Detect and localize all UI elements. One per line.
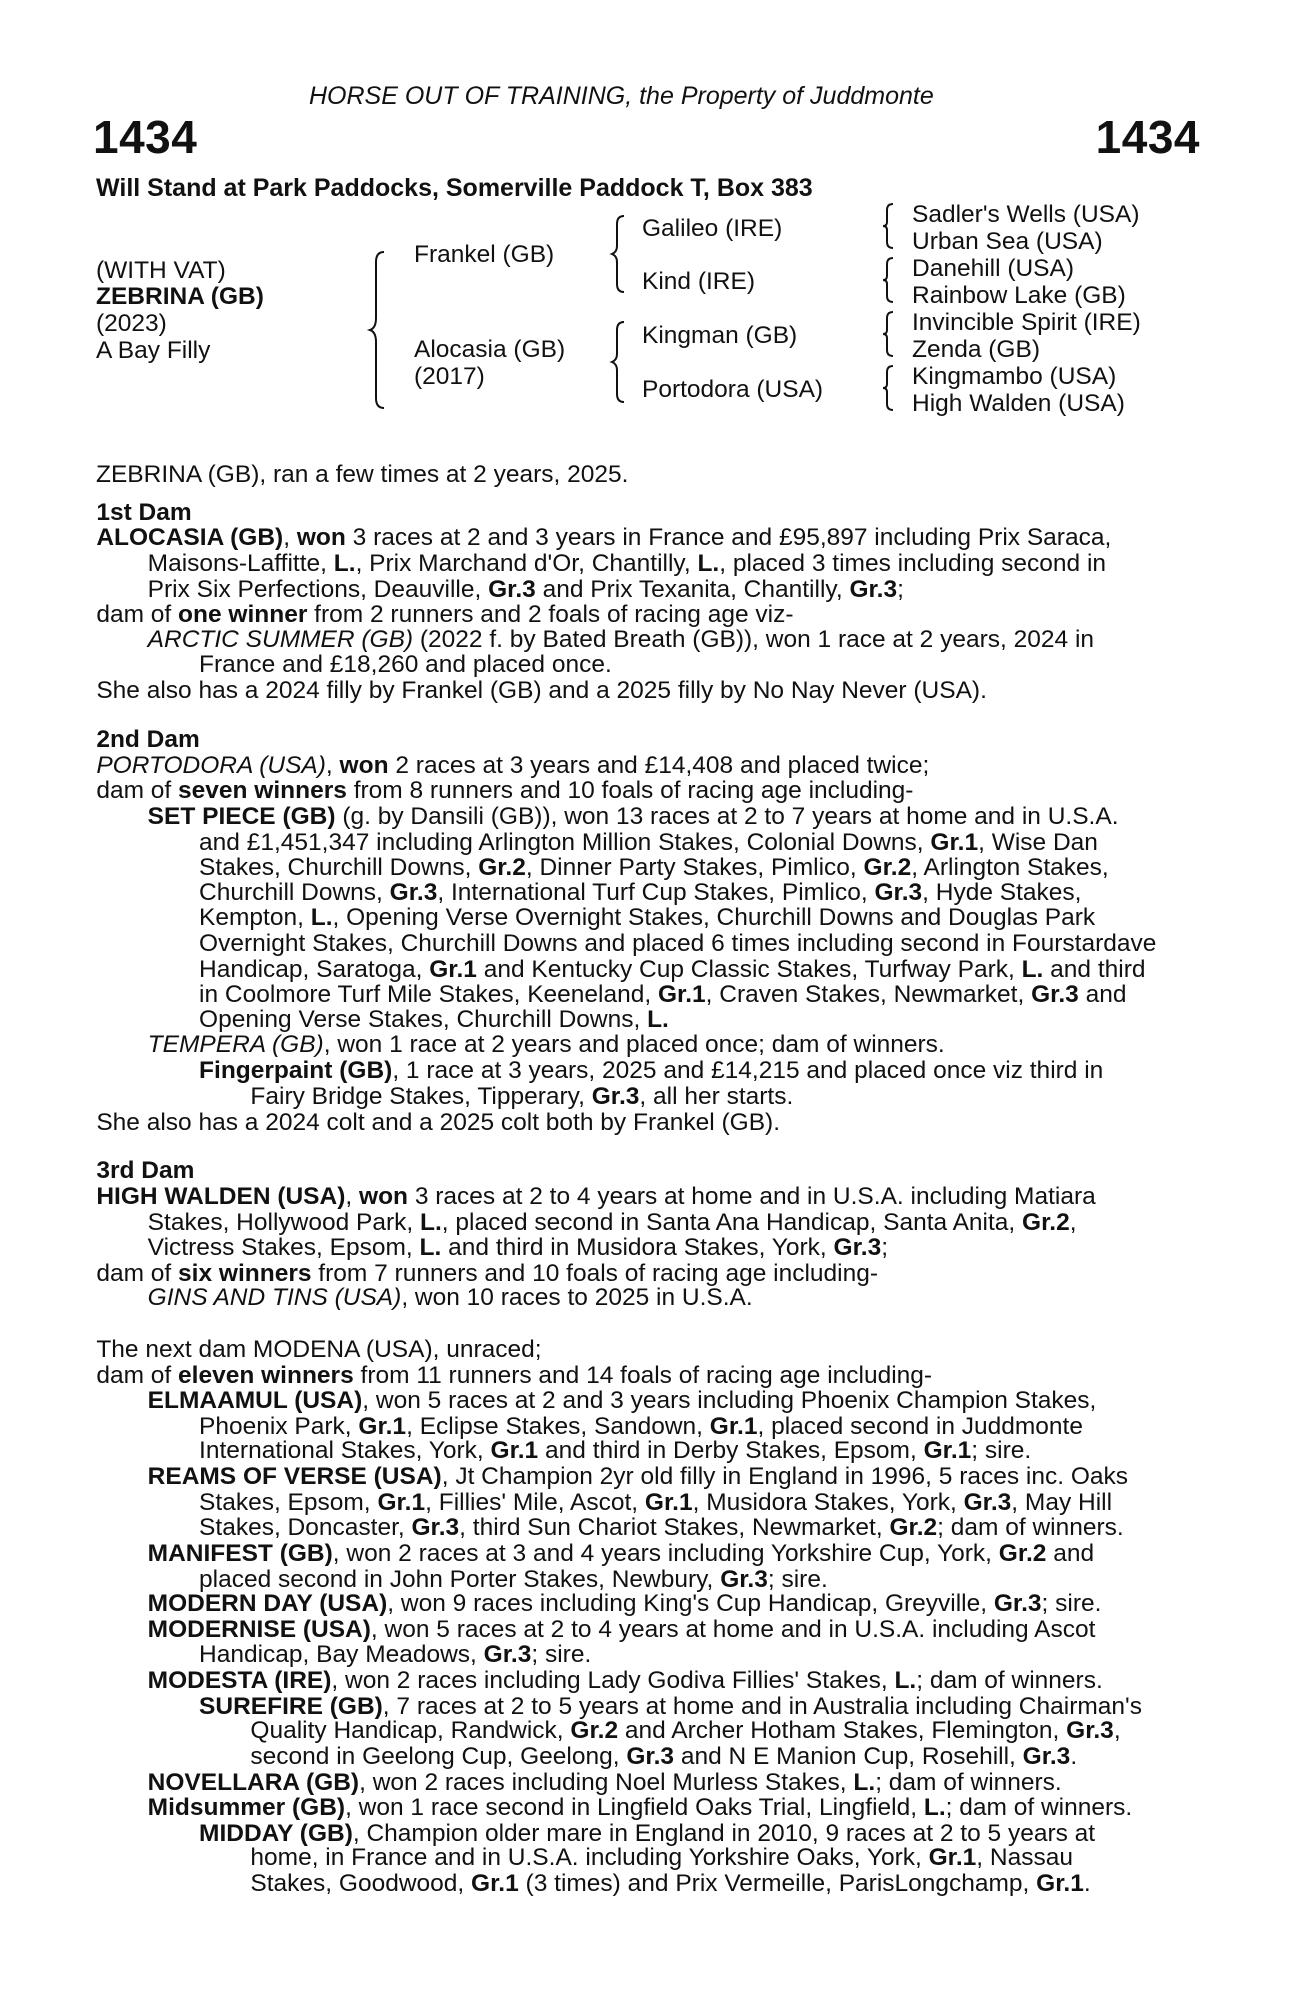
record-text: Gr.3 [411,1514,460,1542]
record-text: and Archer Hotham Stakes, Flemington, [618,1717,1067,1745]
record-line [199,1414,1083,1440]
record-text: MODERN DAY (USA) [147,1590,388,1618]
record-text: France and £18,260 and placed once. [199,651,612,679]
record-text: Gr.3 [1031,981,1079,1009]
record-line [199,905,1095,931]
record-line [199,1821,1095,1847]
record-text: won [339,751,389,779]
record-text: Gr.3 [993,1590,1042,1618]
pedigree-sire-dam: Kind (IRE) [642,268,756,295]
pedigree-brace-ds [883,310,895,358]
record-text: , placed second in Santa Ana Handicap, Santa Anita, [441,1208,1023,1236]
record-line [148,577,904,603]
record-text: L. [310,904,333,932]
record-text: SET PIECE (GB) [147,802,336,830]
pedigree-dd-sire: Kingmambo (USA) [912,363,1117,390]
record-text: Prix Six Perfections, Deauville, [147,575,489,603]
record-line [148,1032,945,1058]
record-text: Gr.3 [1066,1717,1114,1745]
horse-year: (2023) [96,310,167,337]
record-line [250,1084,793,1110]
record-text: and third in Derby Stakes, Epsom, [538,1437,924,1465]
record-line [199,880,1081,906]
record-text: L. [419,1234,442,1262]
record-text: Gr.3 [1022,1742,1071,1770]
record-text: one winner [178,601,308,629]
pedigree-ss-dam: Urban Sea (USA) [912,228,1103,255]
pedigree-dam: Alocasia (GB) [414,336,566,363]
record-text: , won 10 races to 2025 in U.S.A. [401,1284,753,1312]
record-text: Gr.1 [644,1488,693,1516]
record-text: , placed 3 times including second in [719,549,1107,577]
record-line [96,1184,1095,1210]
record-text: , Opening Verse Overnight Stakes, Churchill Downs and Douglas Park [332,904,1096,932]
record-text: , won 2 races including Noel Murless Stakes, [359,1768,854,1796]
record-line [148,1285,753,1311]
pedigree-dam-year: (2017) [414,363,485,390]
record-text: ; dam of winners. [875,1768,1062,1796]
record-text: , Jt Champion 2yr old filly in England in 1996, 5 races inc. Oaks [441,1462,1129,1490]
pedigree-brace-sire [612,214,626,294]
record-text: Victress Stakes, Epsom, [147,1234,420,1262]
record-text: 2 races at 3 years and £14,408 and placed twice; [388,751,930,779]
record-text: , Wise Dan [978,828,1098,856]
record-text: , [1069,1208,1077,1236]
record-line [96,678,987,704]
record-text: second in Geelong Cup, Geelong, [250,1742,627,1770]
pedigree-brace-dam [612,320,626,404]
record-text: Gr.3 [488,575,536,603]
record-text: eleven winners [178,1361,354,1389]
record-line [148,1235,888,1261]
record-text: GINS AND TINS (USA) [147,1284,402,1312]
record-text: Gr.2 [998,1540,1047,1568]
record-text: L. [853,1768,876,1796]
record-text: , [325,751,340,779]
record-text: , won 9 races including King's Cup Handicap, Greyville, [387,1590,994,1618]
record-text: , Champion older mare in England in 2010, 9 races at 2 to 5 years at [352,1819,1096,1847]
record-text: , Nassau [976,1844,1073,1872]
record-text: , [283,524,297,552]
record-text: dam of [96,777,179,805]
record-line [250,1845,1073,1871]
record-text: Gr.3 [591,1082,640,1110]
record-text: , [1113,1717,1121,1745]
record-text: PORTODORA (USA) [96,751,326,779]
record-line [199,1567,828,1593]
record-text: and Prix Texanita, Chantilly, [535,575,850,603]
record-text: 2nd Dam [96,725,200,753]
record-text: L. [647,1005,669,1033]
record-text: Gr.3 [874,878,923,906]
record-text: MIDDAY (GB) [199,1819,353,1847]
record-text: and £1,451,347 including Arlington Million Stakes, Colonial Downs, [199,828,931,856]
record-text: The next dam MODENA (USA), unraced; [96,1335,542,1363]
record-text: , [345,1183,360,1210]
record-line [148,1388,1097,1414]
record-text: Gr.1 [490,1437,539,1465]
record-line [148,804,1119,830]
record-text: six winners [178,1260,312,1288]
record-text: L. [333,549,356,577]
record-text: L. [923,1794,946,1822]
record-text: won [296,524,346,552]
record-text: Gr.3 [720,1565,768,1593]
record-text: Gr.1 [429,955,477,983]
record-text: Handicap, Saratoga, [199,955,430,983]
record-text: Gr.3 [626,1742,675,1770]
record-text: Gr.1 [930,828,979,856]
race-record-intro: ZEBRINA (GB), ran a few times at 2 years, 2025. [96,461,629,488]
record-line [199,855,1109,881]
record-text: Fairy Bridge Stakes, Tipperary, [250,1082,592,1110]
record-text: , won 1 race second in Lingfield Oaks Trial, Lingfield, [345,1794,924,1822]
standing-location: Will Stand at Park Paddocks, Somerville Paddock T, Box 383 [96,174,813,202]
pedigree-brace-ss [883,202,895,250]
record-text: ELMAAMUL (USA) [147,1387,363,1415]
record-text: Overnight Stakes, Churchill Downs and placed 6 times including second in Fourstardave [199,930,1157,958]
record-text: , won 2 races including Lady Godiva Fillies' Stakes, [331,1667,895,1695]
record-text: REAMS OF VERSE (USA) [147,1462,442,1490]
record-text: won [359,1183,409,1210]
pedigree-ds-dam: Zenda (GB) [912,336,1040,363]
record-text: NOVELLARA (GB) [147,1768,360,1796]
record-text: , Dinner Party Stakes, Pimlico, [525,854,864,882]
record-text: seven winners [178,777,347,805]
record-text: , 7 races at 2 to 5 years at home and in Australia including Chairman's [382,1692,1142,1720]
record-line [148,1617,1096,1643]
record-text: Maisons-Laffitte, [147,549,334,577]
catalogue-subtitle: HORSE OUT OF TRAINING, the Property of Juddmonte [309,82,934,110]
record-text: ; [881,1234,889,1262]
record-line [96,1158,194,1184]
record-text: and [1046,1540,1095,1568]
record-line [199,982,1126,1008]
record-text: home, in France and in U.S.A. including Yorkshire Oaks, York, [250,1844,929,1872]
lot-number-right: 1434 [1095,111,1200,163]
record-line [199,931,1156,957]
pedigree-dd-dam: High Walden (USA) [912,390,1125,417]
record-text: Gr.1 [377,1488,426,1516]
record-line [250,1718,1120,1744]
record-text: ; sire. [1041,1590,1102,1618]
record-text: from 11 runners and 14 foals of racing age including- [353,1361,933,1389]
record-text: MODESTA (IRE) [147,1667,332,1695]
vat-note: (WITH VAT) [96,257,226,284]
record-line [96,1110,780,1136]
record-text: and third [1043,955,1146,983]
record-text: Midsummer (GB) [147,1794,346,1822]
record-text: Gr.2 [889,1514,938,1542]
record-text: from 7 runners and 10 foals of racing age including- [311,1260,879,1288]
record-line [96,727,199,753]
record-text: , won 5 races at 2 and 3 years including Phoenix Champion Stakes, [362,1387,1097,1415]
record-line [96,1363,932,1389]
record-text: L. [894,1667,917,1695]
record-text: She also has a 2024 filly by Frankel (GB) and a 2025 filly by No Nay Never (USA). [96,677,987,705]
pedigree-brace-sd [883,256,895,304]
record-text: , Craven Stakes, Newmarket, [705,981,1032,1009]
record-text: HIGH WALDEN (USA) [96,1183,346,1210]
record-text: Gr.1 [358,1412,407,1440]
record-text: Kempton, [199,904,311,932]
record-text: Gr.3 [833,1234,882,1262]
record-text: Gr.1 [657,981,706,1009]
pedigree-sd-dam: Rainbow Lake (GB) [912,282,1126,309]
record-line [96,778,913,804]
record-text: , Hyde Stakes, [922,878,1082,906]
lot-number-left: 1434 [93,111,198,163]
record-line [148,1770,1062,1796]
record-line [199,1694,1142,1720]
record-text: , Eclipse Stakes, Sandown, [406,1412,710,1440]
record-line [250,1744,1077,1770]
record-line [148,1464,1128,1490]
record-text: Stakes, Churchill Downs, [199,854,479,882]
record-text: Stakes, Hollywood Park, [147,1208,421,1236]
record-line [148,1795,1133,1821]
record-text: ARCTIC SUMMER (GB) [147,625,414,653]
record-text: Gr.3 [963,1488,1012,1516]
record-text: and [1078,981,1127,1009]
record-text: TEMPERA (GB) [147,1031,324,1059]
record-text: L. [1021,955,1044,983]
record-line [199,830,1098,856]
record-text: Gr.2 [863,854,912,882]
record-text: , May Hill [1011,1488,1113,1516]
record-text: ; sire. [531,1641,592,1669]
record-text: Phoenix Park, [199,1412,359,1440]
record-text: ; dam of winners. [937,1514,1124,1542]
record-line [148,1541,1094,1567]
record-text: , Arlington Stakes, [911,854,1109,882]
record-text: , won 2 races at 3 and 4 years including Yorkshire Cup, York, [332,1540,999,1568]
pedigree-dam-dam: Portodora (USA) [642,376,824,403]
record-text: 1st Dam [96,498,192,526]
record-text: , Musidora Stakes, York, [692,1488,964,1516]
horse-name: ZEBRINA (GB) [96,283,264,310]
record-text: . [1083,1870,1091,1898]
record-text: Opening Verse Stakes, Churchill Downs, [199,1005,648,1033]
record-line [199,1438,1031,1464]
record-text: ; sire. [767,1565,828,1593]
record-text: (3 times) and Prix Vermeille, ParisLongchamp, [518,1870,1037,1898]
record-text: Gr.1 [923,1437,972,1465]
pedigree-sire-sire: Galileo (IRE) [642,215,783,242]
pedigree-sire: Frankel (GB) [414,241,555,268]
record-text: in Coolmore Turf Mile Stakes, Keeneland, [199,981,658,1009]
record-text: Quality Handicap, Randwick, [250,1717,571,1745]
record-text: Fingerpaint (GB) [199,1057,393,1085]
record-line [148,627,1094,653]
record-text: SUREFIRE (GB) [199,1692,383,1720]
record-text: placed second in John Porter Stakes, Newbury, [199,1565,721,1593]
record-text: Gr.3 [389,878,438,906]
record-text: ; [897,575,904,603]
record-text: (2022 f. by Bated Breath (GB)), won 1 race at 2 years, 2024 in [413,625,1095,653]
record-text: L. [420,1208,442,1236]
record-text: Gr.3 [483,1641,532,1669]
record-text: She also has a 2024 colt and a 2025 colt both by Frankel (GB). [96,1108,781,1136]
record-text: International Stakes, York, [199,1437,491,1465]
record-text: and N E Manion Cup, Rosehill, [674,1742,1023,1770]
record-line [250,1871,1090,1897]
record-text: 3rd Dam [96,1157,195,1185]
record-text: and third in Musidora Stakes, York, [441,1234,834,1262]
record-text: dam of [96,1260,179,1288]
record-text: dam of [96,1361,179,1389]
record-text: dam of [96,601,179,629]
record-text: , won 5 races at 2 to 4 years at home and in U.S.A. including Ascot [370,1615,1096,1643]
record-text: 3 races at 2 to 4 years at home and in U.S.A. including Matiara [408,1183,1096,1210]
record-text: , all her starts. [639,1082,794,1110]
record-text: ; dam of winners. [945,1794,1133,1822]
record-text: , 1 race at 3 years, 2025 and £14,215 and placed once viz third in [392,1057,1104,1085]
record-line [148,1591,1102,1617]
record-line [96,602,793,628]
record-line [96,1337,541,1363]
record-text: ; dam of winners. [916,1667,1103,1695]
pedigree-dam-sire: Kingman (GB) [642,322,798,349]
record-text: , Fillies' Mile, Ascot, [425,1488,645,1516]
horse-description: A Bay Filly [96,337,211,364]
record-text: Stakes, Goodwood, [250,1870,472,1898]
record-text: Handicap, Bay Meadows, [199,1641,484,1669]
record-text: Stakes, Doncaster, [199,1514,412,1542]
pedigree-sd-sire: Danehill (USA) [912,255,1075,282]
record-text: MANIFEST (GB) [147,1540,333,1568]
record-line [148,551,1106,577]
record-text: L. [697,549,720,577]
record-text: , placed second in Juddmonte [757,1412,1083,1440]
record-text: Churchill Downs, [199,878,390,906]
record-text: Gr.2 [478,854,526,882]
record-line [199,1490,1112,1516]
record-text: from 2 runners and 2 foals of racing age viz- [307,601,794,629]
record-text: , Prix Marchand d'Or, Chantilly, [355,549,698,577]
record-text: Gr.1 [928,1844,977,1872]
record-line [96,1261,878,1287]
record-text: Gr.3 [849,575,898,603]
record-line [148,1668,1103,1694]
record-text: , won 1 race at 2 years and placed once; dam of winners. [323,1031,945,1059]
record-line [96,753,929,779]
record-line [96,525,1111,551]
pedigree-brace-main [370,250,386,410]
record-line [199,1058,1103,1084]
pedigree-ds-sire: Invincible Spirit (IRE) [912,309,1141,336]
record-line [199,1515,1124,1541]
record-line [148,1210,1077,1236]
record-text: Gr.2 [570,1717,619,1745]
record-text: (g. by Dansili (GB)), won 13 races at 2 to 7 years at home and in U.S.A. [335,802,1119,830]
record-text: Gr.2 [1022,1208,1070,1236]
record-text: ALOCASIA (GB) [96,524,284,552]
record-text: Stakes, Epsom, [199,1488,378,1516]
record-line [199,1642,591,1668]
record-line [199,652,612,678]
record-text: , International Turf Cup Stakes, Pimlico, [437,878,875,906]
record-text: , third Sun Chariot Stakes, Newmarket, [459,1514,890,1542]
record-text: MODERNISE (USA) [147,1615,371,1643]
pedigree-brace-dd [883,364,895,412]
record-line [199,1007,669,1033]
record-text: from 8 runners and 10 foals of racing age including- [346,777,914,805]
record-text: . [1070,1742,1078,1770]
record-text: Gr.1 [471,1870,519,1898]
record-text: Gr.1 [709,1412,758,1440]
record-text: ; sire. [971,1437,1032,1465]
record-text: 3 races at 2 and 3 years in France and £95,897 including Prix Saraca, [345,524,1112,552]
record-text: and Kentucky Cup Classic Stakes, Turfway Park, [476,955,1022,983]
record-line [96,500,191,526]
record-line [199,957,1145,983]
record-text: Gr.1 [1036,1870,1084,1898]
pedigree-ss-sire: Sadler's Wells (USA) [912,201,1140,228]
